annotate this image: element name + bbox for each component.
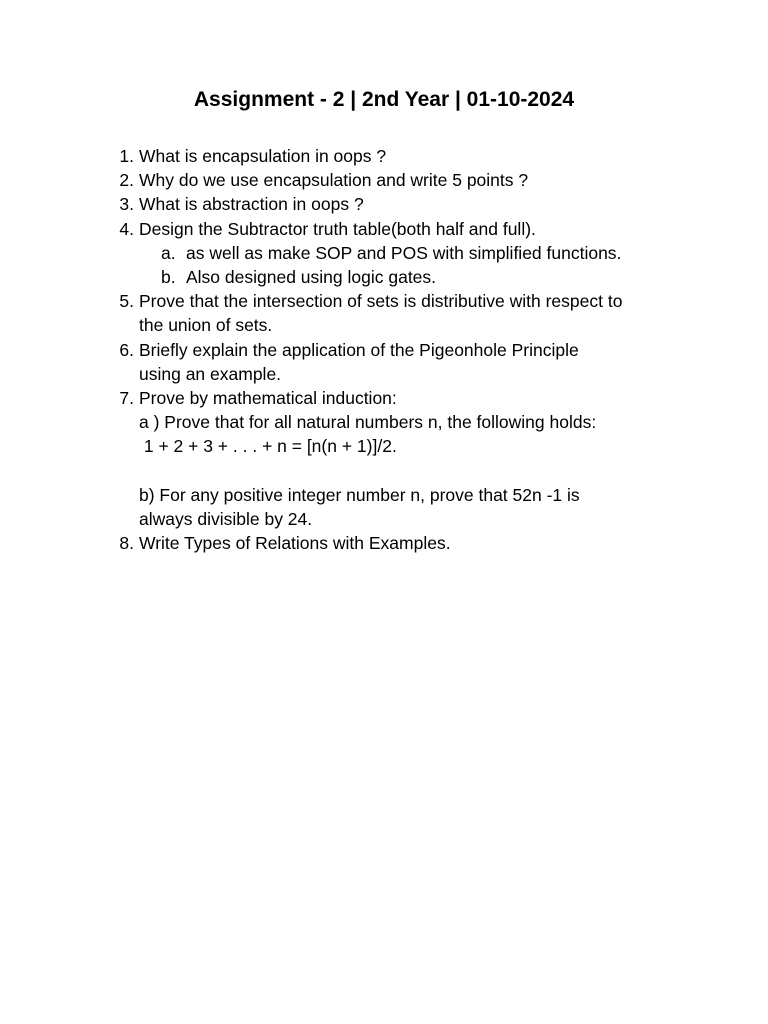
question-text-line-2: the union of sets. [139,315,273,336]
question-number: 2. [119,170,134,191]
page-title: Assignment - 2 | 2nd Year | 01-10-2024 [193,88,575,111]
question-number: 6. [119,339,134,360]
question-3 [112,192,712,216]
question-text-line-2: using an example. [139,363,282,384]
question-text: What is encapsulation in oops ? [139,146,387,166]
question-number: 5. [119,291,134,312]
question-1 [112,144,712,168]
part-a-formula: 1 + 2 + 3 + . . . + n = [n(n + 1)]/2. [139,436,397,457]
part-b-line-2: always divisible by 24. [139,509,313,530]
question-text: Design the Subtractor truth table(both half and full). [139,218,536,239]
question-text: What is abstraction in oops ? [139,194,364,215]
question-2 [112,168,712,192]
sub-question-text: Also designed using logic gates. [186,267,437,288]
question-number: 8. [119,533,134,554]
sub-question-a [139,241,712,265]
question-8 [112,531,712,555]
blank-line [139,459,712,483]
question-7 [112,386,712,531]
sub-question-letter: b. [161,267,176,288]
question-number: 7. [119,388,134,409]
question-list [112,144,712,555]
question-number: 3. [119,194,134,215]
sub-question-text: as well as make SOP and POS with simplified functions. [186,242,622,263]
question-text: Prove by mathematical induction: [139,388,397,409]
question-text: Why do we use encapsulation and write 5 points ? [139,170,529,191]
part-b-line-1: b) For any positive integer number n, prove that 52n -1 is [139,484,580,505]
question-number: 1. [119,146,134,166]
question-text: Write Types of Relations with Examples. [139,533,451,554]
question-text-line-1: Briefly explain the application of the Pigeonhole Principle [139,339,579,360]
part-a-line-1: a ) Prove that for all natural numbers n, the following holds: [139,412,597,433]
question-number: 4. [119,218,134,239]
sub-question-letter: a. [161,242,176,263]
question-6 [112,338,712,386]
question-text-line-1: Prove that the intersection of sets is distributive with respect to [139,291,623,312]
sub-question-b [139,265,712,289]
question-4 [112,217,712,290]
question-5 [112,289,712,337]
